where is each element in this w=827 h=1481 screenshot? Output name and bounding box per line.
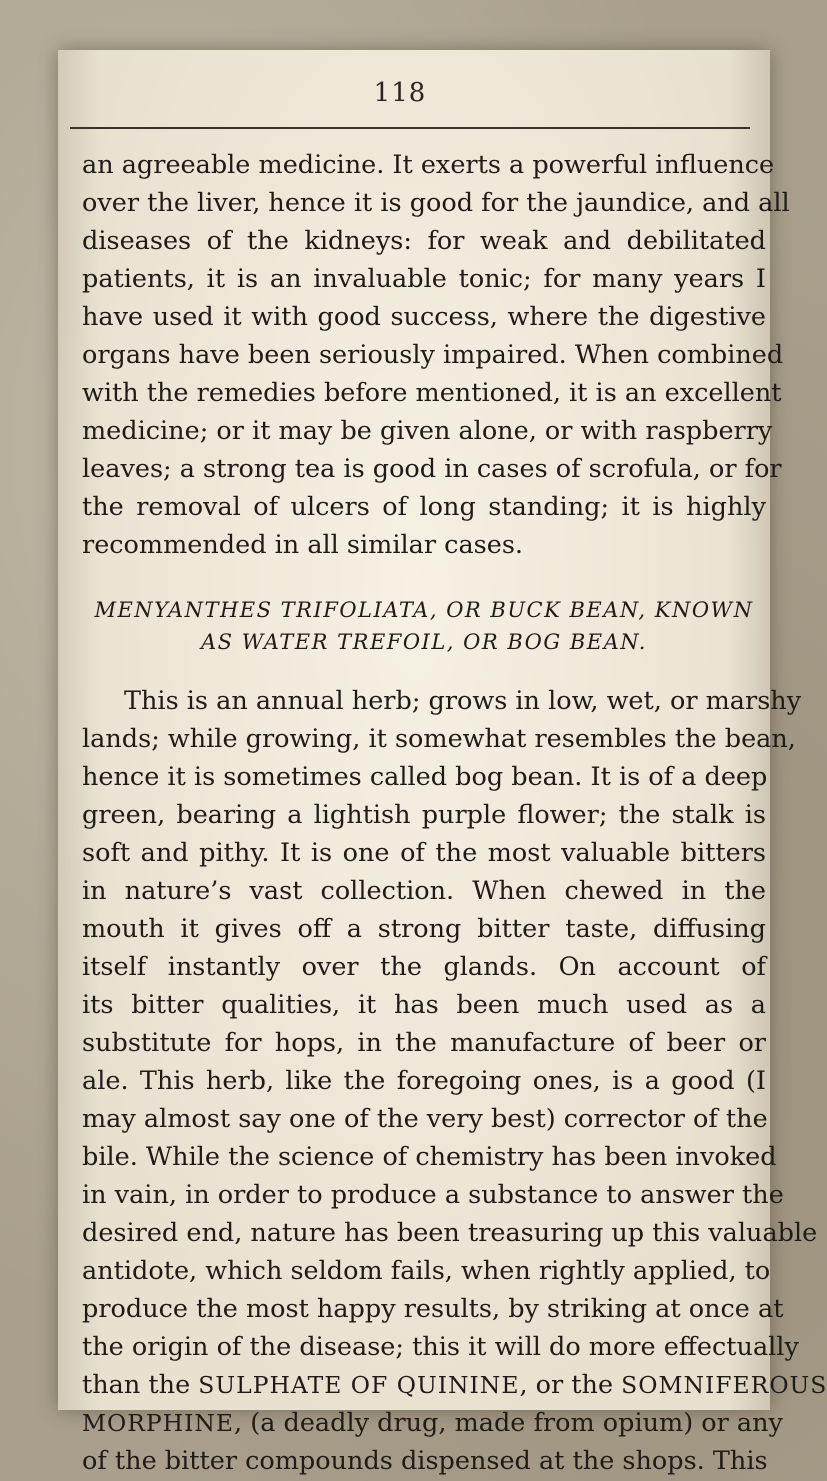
- text-line: This is an annual herb; grows in low, wet, or marshy: [124, 686, 802, 716]
- text-line: with the remedies before mentioned, it is an excellent: [82, 378, 782, 408]
- text-line: organs have been seriously impaired. When combined: [82, 340, 784, 370]
- text-fragment: than the: [82, 1370, 199, 1400]
- text-line: may almost say one of the very best) corrector of the: [82, 1104, 768, 1134]
- text-line: the origin of the disease; this it will do more effectually: [82, 1332, 799, 1362]
- text-line: desired end, nature has been treasuring up this valuable: [82, 1218, 818, 1248]
- small-caps-term: MORPHINE: [82, 1409, 235, 1437]
- heading-line-1: MENYANTHES TRIFOLIATA, OR BUCK BEAN, KNOWN: [94, 598, 754, 622]
- text-line: recommended in all similar cases.: [82, 530, 524, 560]
- text-fragment: , or the: [519, 1370, 622, 1400]
- text-line: green, bearing a lightish purple flower; the stalk is: [82, 800, 766, 830]
- text-line: bile. While the science of chemistry has been invoked: [82, 1142, 777, 1172]
- text-line: medicine; or it may be given alone, or with raspberry: [82, 416, 773, 446]
- paragraph-buck-bean: [82, 682, 827, 1480]
- page-body: [82, 146, 827, 1480]
- text-line: produce the most happy results, by striking at once at: [82, 1294, 784, 1324]
- heading-line-2: AS WATER TREFOIL, OR BOG BEAN.: [201, 630, 647, 654]
- header-rule: [70, 127, 750, 129]
- text-line: in vain, in order to produce a substance to answer the: [82, 1180, 784, 1210]
- small-caps-term: SOMNIFEROUS: [621, 1371, 827, 1399]
- text-line: an agreeable medicine. It exerts a powerful influence: [82, 150, 775, 180]
- text-line: antidote, which seldom fails, when rightly applied, to: [82, 1256, 771, 1286]
- text-line: patients, it is an invaluable tonic; for many years I: [82, 264, 766, 294]
- text-line: over the liver, hence it is good for the jaundice, and all: [82, 188, 790, 218]
- text-line-morphine: [82, 1404, 783, 1442]
- text-line: lands; while growing, it somewhat resembles the bean,: [82, 724, 796, 754]
- text-line: of the bitter compounds dispensed at the shops. This: [82, 1446, 768, 1476]
- text-line: the removal of ulcers of long standing; it is highly: [82, 492, 766, 522]
- text-line: mouth it gives off a strong bitter taste, diffusing: [82, 914, 766, 944]
- text-line: substitute for hops, in the manufacture of beer or: [82, 1028, 766, 1058]
- text-line: soft and pithy. It is one of the most valuable bitters: [82, 838, 766, 868]
- text-fragment: , (a deadly drug, made from opium) or any: [234, 1408, 783, 1438]
- section-heading: [82, 594, 766, 658]
- small-caps-term: SULPHATE OF QUININE: [198, 1371, 520, 1399]
- text-line: have used it with good success, where the digestive: [82, 302, 766, 332]
- text-line: hence it is sometimes called bog bean. It is of a deep: [82, 762, 768, 792]
- paragraph-jaundice: [82, 146, 790, 564]
- text-line-quinine: [82, 1366, 827, 1404]
- text-line: its bitter qualities, it has been much used as a: [82, 990, 766, 1020]
- text-line: in nature’s vast collection. When chewed in the: [82, 876, 766, 906]
- text-line: itself instantly over the glands. On account of: [82, 952, 766, 982]
- text-line: diseases of the kidneys: for weak and debilitated: [82, 226, 766, 256]
- text-line: leaves; a strong tea is good in cases of scrofula, or for: [82, 454, 782, 484]
- page-number: 118: [373, 78, 427, 108]
- text-line: ale. This herb, like the foregoing ones, is a good (I: [82, 1066, 766, 1096]
